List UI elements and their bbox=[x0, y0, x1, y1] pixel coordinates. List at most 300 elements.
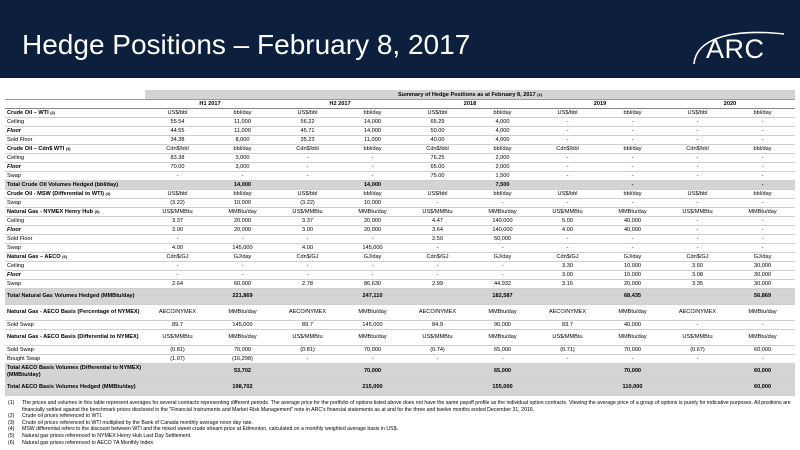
table-cell: 30,000 bbox=[730, 262, 795, 271]
table-cell bbox=[145, 364, 210, 380]
table-cell: US$/bbl bbox=[535, 109, 600, 118]
table-cell bbox=[145, 181, 210, 190]
table-cell: 70,000 bbox=[600, 346, 665, 355]
table-cell: - bbox=[145, 172, 210, 181]
table-cell: 65.29 bbox=[405, 118, 470, 127]
table-cell: 3.35 bbox=[665, 280, 730, 289]
table-cell: - bbox=[470, 244, 535, 253]
table-cell: MMBtu/day bbox=[730, 208, 795, 217]
table-row bbox=[5, 289, 795, 305]
table-cell: - bbox=[600, 172, 665, 181]
table-cell: MMBtu/day bbox=[210, 305, 275, 321]
table-cell: GJ/day bbox=[210, 253, 275, 262]
table-cell: - bbox=[600, 136, 665, 145]
table-cell: - bbox=[730, 199, 795, 208]
row-label: Natural Gas - NYMEX Henry Hub $^{(5)}$ bbox=[5, 208, 145, 217]
table-cell: - bbox=[340, 172, 405, 181]
table-cell: (0.81) bbox=[145, 346, 210, 355]
table-cell: - bbox=[730, 244, 795, 253]
table-cell: bbl/day bbox=[210, 145, 275, 154]
year-header: 2019 bbox=[535, 100, 665, 109]
table-cell: 45.71 bbox=[275, 127, 340, 136]
row-label: Total AECO Basis Volumes Hedged (MMBtu/day) bbox=[5, 380, 145, 396]
table-cell: 11,000 bbox=[210, 127, 275, 136]
table-row bbox=[5, 145, 795, 154]
table-cell: 140,000 bbox=[470, 226, 535, 235]
table-cell: 2,000 bbox=[470, 163, 535, 172]
table-cell: US$/bbl bbox=[275, 109, 340, 118]
table-cell: 44.55 bbox=[145, 127, 210, 136]
table-cell: - bbox=[665, 118, 730, 127]
footnotes bbox=[8, 400, 793, 446]
table-cell: 155,000 bbox=[470, 380, 535, 396]
table-cell: AECO/NYMEX bbox=[535, 305, 600, 321]
table-cell: - bbox=[665, 244, 730, 253]
footnote-number: (2) bbox=[8, 413, 15, 420]
table-cell: 4.47 bbox=[405, 217, 470, 226]
row-label: Floor bbox=[5, 163, 145, 172]
table-row bbox=[5, 154, 795, 163]
table-cell bbox=[275, 289, 340, 305]
row-label: Ceiling bbox=[5, 217, 145, 226]
footnote-text: MSW differential refers to the discount between WTI and the mixed sweet crude stream price at Edmonton, calculated on a monthly weighted average basis in US$. bbox=[22, 426, 398, 433]
table-cell: 89.7 bbox=[145, 321, 210, 330]
table-cell: 75.00 bbox=[405, 172, 470, 181]
table-cell: US$/MMBtu bbox=[665, 330, 730, 346]
table-cell: - bbox=[730, 235, 795, 244]
row-label: Natural Gas - AECO Basis (Differential to NYMEX) bbox=[5, 330, 145, 346]
table-cell: 53,702 bbox=[210, 364, 275, 380]
table-cell: - bbox=[600, 163, 665, 172]
table-cell: 145,000 bbox=[210, 321, 275, 330]
table-cell: - bbox=[600, 154, 665, 163]
table-cell: 83.38 bbox=[145, 154, 210, 163]
table-cell bbox=[145, 289, 210, 305]
table-cell: - bbox=[665, 226, 730, 235]
row-label: Crude Oil – Cdn$ WTI $^{(3)}$ bbox=[5, 145, 145, 154]
table-cell: GJ/day bbox=[730, 253, 795, 262]
table-cell: - bbox=[470, 271, 535, 280]
footnote bbox=[8, 426, 793, 433]
table-cell: bbl/day bbox=[340, 145, 405, 154]
table-cell: MMBtu/day bbox=[730, 330, 795, 346]
table-cell: - bbox=[535, 355, 600, 364]
table-row bbox=[5, 253, 795, 262]
table-row bbox=[5, 355, 795, 364]
table-cell bbox=[405, 289, 470, 305]
table-cell: US$/bbl bbox=[665, 109, 730, 118]
table-cell: 3.00 bbox=[275, 226, 340, 235]
table-cell: Cdn$/GJ bbox=[405, 253, 470, 262]
row-label: Swap bbox=[5, 199, 145, 208]
table-cell: 1,500 bbox=[470, 172, 535, 181]
table-cell: - bbox=[535, 235, 600, 244]
table-cell: - bbox=[145, 235, 210, 244]
table-cell: - bbox=[600, 355, 665, 364]
table-cell: - bbox=[275, 163, 340, 172]
table-cell: Cdn$/bbl bbox=[665, 145, 730, 154]
table-cell: bbl/day bbox=[210, 190, 275, 199]
footnote-text: Crude oil prices referenced to WTI. bbox=[22, 413, 103, 420]
arc-logo-text: ARC bbox=[706, 34, 765, 64]
year-header: H2 2017 bbox=[275, 100, 405, 109]
table-cell: (1.07) bbox=[145, 355, 210, 364]
table-cell: - bbox=[665, 321, 730, 330]
table-cell: - bbox=[340, 262, 405, 271]
table-cell: 70,000 bbox=[210, 346, 275, 355]
table-cell bbox=[665, 289, 730, 305]
table-cell: 76.25 bbox=[405, 154, 470, 163]
table-cell: US$/MMBtu bbox=[145, 330, 210, 346]
table-cell: 221,869 bbox=[210, 289, 275, 305]
table-cell: MMBtu/day bbox=[600, 305, 665, 321]
table-cell: - bbox=[340, 163, 405, 172]
row-label: Sold Floor bbox=[5, 235, 145, 244]
table-cell: - bbox=[405, 271, 470, 280]
footnote bbox=[8, 420, 793, 427]
row-label: Total Crude Oil Volumes Hedged (bbl/day) bbox=[5, 181, 145, 190]
table-row bbox=[5, 127, 795, 136]
table-row bbox=[5, 271, 795, 280]
table-row bbox=[5, 190, 795, 199]
table-cell: (0.67) bbox=[665, 346, 730, 355]
table-cell bbox=[535, 364, 600, 380]
table-cell: - bbox=[665, 136, 730, 145]
table-cell: - bbox=[535, 244, 600, 253]
table-row bbox=[5, 109, 795, 118]
table-cell: - bbox=[405, 199, 470, 208]
footnote bbox=[8, 433, 793, 440]
table-cell: 110,000 bbox=[600, 380, 665, 396]
table-row bbox=[5, 346, 795, 355]
table-cell: 247,110 bbox=[340, 289, 405, 305]
table-row bbox=[5, 321, 795, 330]
table-cell: 3.16 bbox=[535, 280, 600, 289]
table-row bbox=[5, 163, 795, 172]
table-cell: 2.64 bbox=[145, 280, 210, 289]
table-cell: US$/MMBtu bbox=[275, 208, 340, 217]
table-cell: 3,000 bbox=[210, 163, 275, 172]
row-label: Crude Oil - MSW (Differential to WTI) $^{(4)}$ bbox=[5, 190, 145, 199]
table-cell: 4.00 bbox=[535, 226, 600, 235]
table-cell: (16,298) bbox=[210, 355, 275, 364]
table-cell: 2.50 bbox=[405, 235, 470, 244]
footnote-text: Natural gas prices referenced to AECO 7A Monthly Index. bbox=[22, 439, 155, 446]
row-label: Total AECO Basis Volumes (Differential to NYMEX) (MMBtu/day) bbox=[5, 364, 145, 380]
table-row bbox=[5, 181, 795, 190]
table-cell bbox=[535, 181, 600, 190]
table-cell: 14,000 bbox=[340, 127, 405, 136]
table-cell: - bbox=[340, 271, 405, 280]
table-cell: 7,500 bbox=[470, 181, 535, 190]
hedge-table-container bbox=[5, 90, 795, 396]
table-cell: (3.22) bbox=[145, 199, 210, 208]
table-cell: 20,000 bbox=[210, 226, 275, 235]
table-cell: 2.99 bbox=[405, 280, 470, 289]
table-row bbox=[5, 380, 795, 396]
table-cell: 3.37 bbox=[145, 217, 210, 226]
table-cell: Cdn$/bbl bbox=[275, 145, 340, 154]
table-cell: (0.81) bbox=[275, 346, 340, 355]
row-label: Natural Gas – AECO $^{(6)}$ bbox=[5, 253, 145, 262]
table-cell: - bbox=[275, 235, 340, 244]
table-cell bbox=[405, 380, 470, 396]
slide-title: Hedge Positions – February 8, 2017 bbox=[22, 29, 471, 60]
table-cell: - bbox=[275, 154, 340, 163]
table-cell: 86,630 bbox=[340, 280, 405, 289]
table-cell: 56.22 bbox=[275, 118, 340, 127]
table-cell: 3.00 bbox=[145, 226, 210, 235]
table-cell: - bbox=[535, 118, 600, 127]
table-cell: MMBtu/day bbox=[210, 330, 275, 346]
table-cell: - bbox=[665, 154, 730, 163]
table-cell: - bbox=[730, 355, 795, 364]
table-cell: 3.00 bbox=[535, 271, 600, 280]
table-cell: bbl/day bbox=[340, 109, 405, 118]
table-cell: - bbox=[145, 262, 210, 271]
table-cell: 10,000 bbox=[340, 199, 405, 208]
table-cell: - bbox=[470, 355, 535, 364]
table-cell: - bbox=[600, 118, 665, 127]
table-cell: MMBtu/day bbox=[600, 208, 665, 217]
table-cell: 65.00 bbox=[405, 163, 470, 172]
table-cell: MMBtu/day bbox=[470, 330, 535, 346]
table-cell: - bbox=[730, 118, 795, 127]
table-cell: Cdn$/GJ bbox=[665, 253, 730, 262]
table-cell: bbl/day bbox=[600, 145, 665, 154]
table-cell: (0.74) bbox=[405, 346, 470, 355]
table-cell: - bbox=[730, 172, 795, 181]
table-cell: 4,000 bbox=[470, 136, 535, 145]
table-row bbox=[5, 136, 795, 145]
table-cell: 44,932 bbox=[470, 280, 535, 289]
table-cell: 3.37 bbox=[275, 217, 340, 226]
table-cell: 55.54 bbox=[145, 118, 210, 127]
footnote-text: The prices and volumes in this table represent averages for several contracts representing different periods. The average price for the portfolio of options listed above does not have the same payoff profile as the individual option contracts. Viewing the average price of a group of options is purely for indicative purposes. All positions are financially settled against the benchmark prices disclosed in the "Financial Instruments and Market Risk Management" note in ARC's financial statements as at and for the three and twelve months ended December 31, 2016. bbox=[22, 400, 791, 413]
footnote-number: (6) bbox=[8, 439, 15, 446]
table-cell: 40.00 bbox=[405, 136, 470, 145]
table-cell: - bbox=[535, 127, 600, 136]
table-cell: 11,000 bbox=[340, 136, 405, 145]
table-cell: - bbox=[730, 226, 795, 235]
table-cell: - bbox=[535, 199, 600, 208]
table-cell: MMBtu/day bbox=[600, 330, 665, 346]
table-row bbox=[5, 235, 795, 244]
table-cell bbox=[145, 380, 210, 396]
row-label: Sold Swap bbox=[5, 321, 145, 330]
table-cell: 4.00 bbox=[145, 244, 210, 253]
row-label: Floor bbox=[5, 226, 145, 235]
table-cell: 56,869 bbox=[730, 289, 795, 305]
table-row bbox=[5, 208, 795, 217]
row-label: Ceiling bbox=[5, 262, 145, 271]
table-cell: - bbox=[340, 235, 405, 244]
table-cell: Cdn$/bbl bbox=[535, 145, 600, 154]
table-cell bbox=[665, 380, 730, 396]
table-row bbox=[5, 244, 795, 253]
table-cell: MMBtu/day bbox=[730, 305, 795, 321]
table-cell: - bbox=[665, 217, 730, 226]
table-cell: 3.64 bbox=[405, 226, 470, 235]
table-cell: 4,000 bbox=[470, 127, 535, 136]
table-cell: 4,000 bbox=[470, 118, 535, 127]
table-cell: - bbox=[600, 127, 665, 136]
table-cell: - bbox=[405, 355, 470, 364]
table-cell: 3.08 bbox=[665, 271, 730, 280]
table-cell: 60,000 bbox=[210, 280, 275, 289]
table-cell: 50,000 bbox=[470, 235, 535, 244]
table-cell: 145,000 bbox=[340, 244, 405, 253]
table-cell: MMBtu/day bbox=[340, 330, 405, 346]
footnote-number: (4) bbox=[8, 426, 15, 433]
table-cell: 5.00 bbox=[535, 217, 600, 226]
table-cell: 84.9 bbox=[405, 321, 470, 330]
table-cell: US$/MMBtu bbox=[145, 208, 210, 217]
table-cell: 198,702 bbox=[210, 380, 275, 396]
table-cell: - bbox=[730, 136, 795, 145]
slide-header bbox=[0, 0, 800, 78]
table-cell: 3.60 bbox=[665, 262, 730, 271]
table-cell: US$/MMBtu bbox=[275, 330, 340, 346]
table-cell: - bbox=[210, 262, 275, 271]
table-cell: - bbox=[665, 172, 730, 181]
footnote-text: Natural gas prices referenced to NYMEX Henry Hub Last Day Settlement. bbox=[22, 432, 192, 439]
table-cell: bbl/day bbox=[730, 190, 795, 199]
table-cell: MMBtu/day bbox=[340, 305, 405, 321]
summary-title: Summary of Hedge Positions as at February 8, 2017 $^{(1)}$ bbox=[145, 90, 795, 100]
years-header-row bbox=[5, 100, 795, 109]
table-row bbox=[5, 226, 795, 235]
row-label: Natural Gas - AECO Basis (Percentage of NYMEX) bbox=[5, 305, 145, 321]
table-cell: bbl/day bbox=[340, 190, 405, 199]
row-label: Floor bbox=[5, 271, 145, 280]
table-cell: GJ/day bbox=[600, 253, 665, 262]
table-cell: - bbox=[600, 244, 665, 253]
table-row bbox=[5, 305, 795, 321]
table-cell: - bbox=[730, 217, 795, 226]
table-cell: bbl/day bbox=[470, 145, 535, 154]
row-label: Sold Swap bbox=[5, 346, 145, 355]
footnote bbox=[8, 413, 793, 420]
table-cell: - bbox=[665, 199, 730, 208]
table-cell: 10,000 bbox=[600, 262, 665, 271]
table-cell: 65,000 bbox=[470, 346, 535, 355]
table-cell: US$/MMBtu bbox=[535, 330, 600, 346]
row-label: Floor bbox=[5, 127, 145, 136]
row-label: Ceiling bbox=[5, 118, 145, 127]
footnote-number: (1) bbox=[8, 400, 15, 406]
year-header: 2018 bbox=[405, 100, 535, 109]
table-cell: Cdn$/bbl bbox=[405, 145, 470, 154]
table-cell: - bbox=[275, 355, 340, 364]
table-cell: 30,000 bbox=[730, 280, 795, 289]
hedge-positions-table bbox=[5, 90, 795, 396]
table-cell: - bbox=[535, 136, 600, 145]
table-cell: - bbox=[470, 199, 535, 208]
table-cell: US$/MMBtu bbox=[405, 330, 470, 346]
table-cell bbox=[275, 181, 340, 190]
table-cell: 60,000 bbox=[730, 346, 795, 355]
table-cell: bbl/day bbox=[470, 109, 535, 118]
table-cell: - bbox=[535, 154, 600, 163]
table-cell: - bbox=[665, 127, 730, 136]
table-cell: MMBtu/day bbox=[470, 305, 535, 321]
table-cell: - bbox=[730, 127, 795, 136]
table-cell: AECO/NYMEX bbox=[145, 305, 210, 321]
table-cell: - bbox=[600, 235, 665, 244]
table-row bbox=[5, 217, 795, 226]
table-cell: - bbox=[340, 355, 405, 364]
table-cell: 34.38 bbox=[145, 136, 210, 145]
table-cell: - bbox=[665, 355, 730, 364]
row-label: Swap bbox=[5, 244, 145, 253]
table-cell: 40,000 bbox=[600, 217, 665, 226]
table-cell: 60,000 bbox=[730, 380, 795, 396]
table-cell: 14,000 bbox=[340, 118, 405, 127]
table-cell: bbl/day bbox=[470, 190, 535, 199]
table-cell: Cdn$/GJ bbox=[145, 253, 210, 262]
table-cell: - bbox=[340, 154, 405, 163]
table-cell: AECO/NYMEX bbox=[405, 305, 470, 321]
footnote bbox=[8, 440, 793, 447]
row-label: Sold Floor bbox=[5, 136, 145, 145]
table-cell: 14,000 bbox=[340, 181, 405, 190]
table-cell: (3.22) bbox=[275, 199, 340, 208]
table-cell: US$/bbl bbox=[405, 109, 470, 118]
table-cell: 60,000 bbox=[730, 364, 795, 380]
table-cell: Cdn$/GJ bbox=[535, 253, 600, 262]
table-cell: 11,000 bbox=[210, 118, 275, 127]
table-cell: - bbox=[210, 172, 275, 181]
table-cell: - bbox=[730, 163, 795, 172]
table-cell: 70,000 bbox=[600, 364, 665, 380]
table-cell: GJ/day bbox=[470, 253, 535, 262]
table-cell bbox=[405, 364, 470, 380]
table-cell: US$/MMBtu bbox=[665, 208, 730, 217]
footnote-number: (3) bbox=[8, 419, 15, 426]
table-cell bbox=[275, 364, 340, 380]
row-label: Bought Swap bbox=[5, 355, 145, 364]
table-row bbox=[5, 330, 795, 346]
table-cell: 145,000 bbox=[340, 321, 405, 330]
table-cell: - bbox=[665, 163, 730, 172]
table-cell bbox=[535, 380, 600, 396]
table-cell: - bbox=[730, 321, 795, 330]
table-cell: Cdn$/bbl bbox=[145, 145, 210, 154]
table-cell: 2.78 bbox=[275, 280, 340, 289]
table-cell: 20,000 bbox=[600, 280, 665, 289]
table-cell: US$/bbl bbox=[405, 190, 470, 199]
table-cell: AECO/NYMEX bbox=[275, 305, 340, 321]
table-cell: bbl/day bbox=[730, 145, 795, 154]
table-cell: 3,000 bbox=[210, 154, 275, 163]
table-row bbox=[5, 172, 795, 181]
table-cell: MMBtu/day bbox=[470, 208, 535, 217]
table-cell: 68,435 bbox=[600, 289, 665, 305]
table-cell: - bbox=[535, 172, 600, 181]
row-label: Crude Oil – WTI $^{(2)}$ bbox=[5, 109, 145, 118]
table-cell: 182,587 bbox=[470, 289, 535, 305]
table-cell: 8,000 bbox=[210, 136, 275, 145]
table-cell: - bbox=[600, 181, 665, 190]
year-header: H1 2017 bbox=[145, 100, 275, 109]
table-cell: 20,000 bbox=[210, 217, 275, 226]
footnote-number: (5) bbox=[8, 432, 15, 439]
table-cell: 10,000 bbox=[600, 271, 665, 280]
table-cell: US$/bbl bbox=[145, 190, 210, 199]
table-cell: 14,000 bbox=[210, 181, 275, 190]
table-cell bbox=[275, 380, 340, 396]
